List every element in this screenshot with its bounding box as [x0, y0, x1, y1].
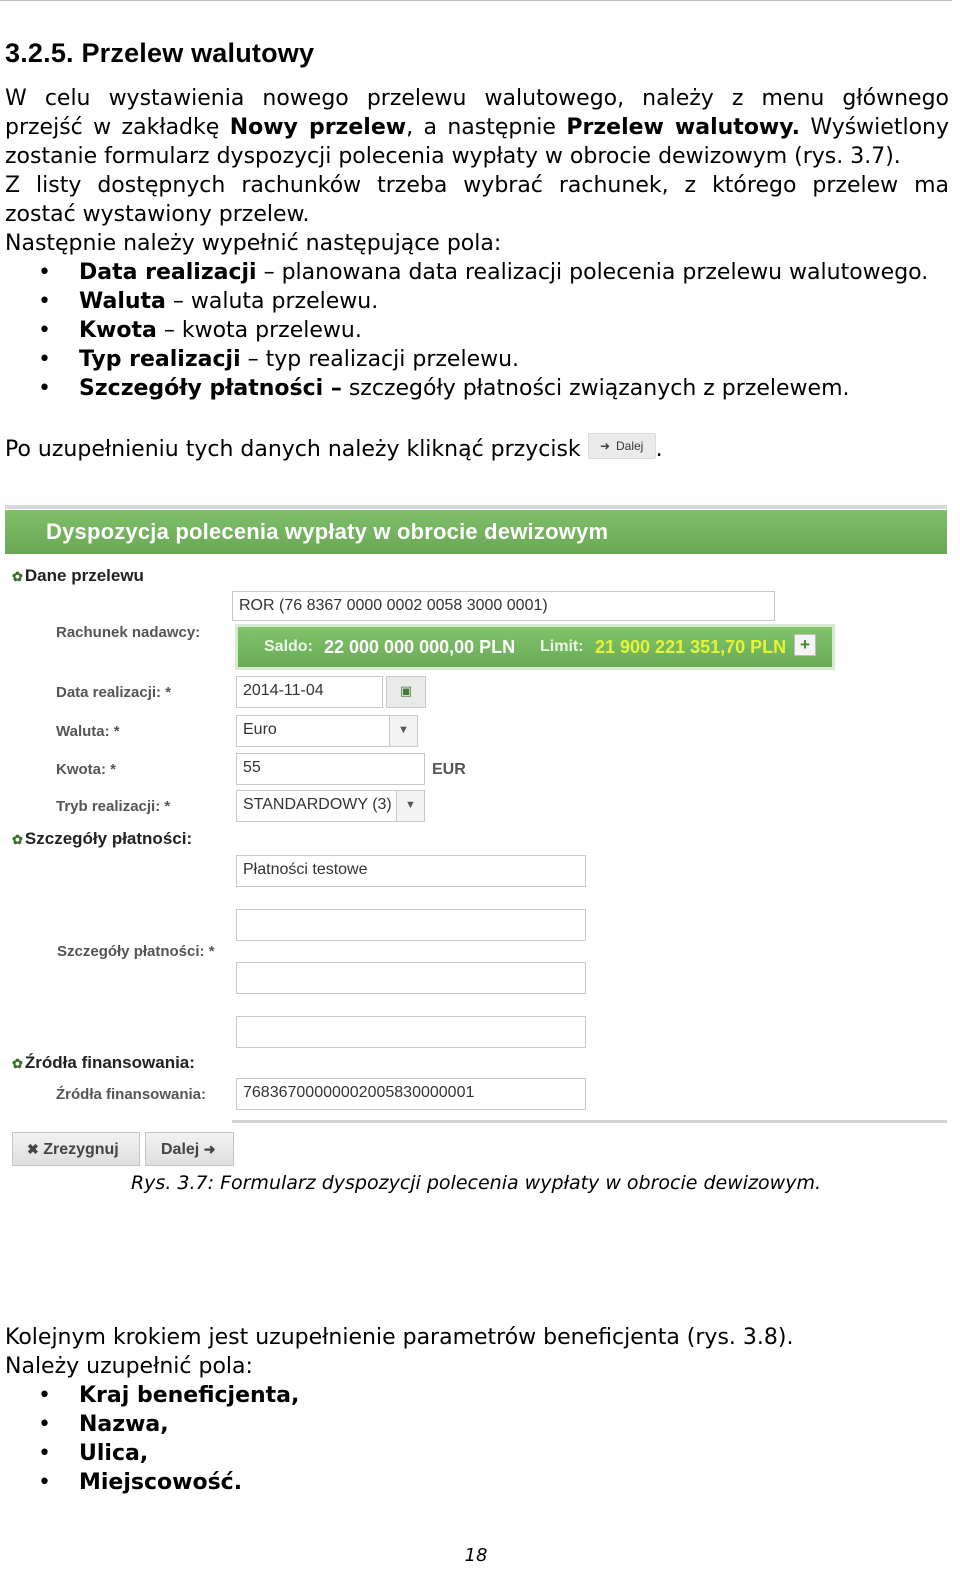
next-line-2: Należy uzupełnić pola:	[5, 1354, 253, 1379]
gear-icon: ✿	[12, 1056, 23, 1071]
section-transfer-data: ✿ Dane przelewu	[12, 566, 144, 585]
figure-caption: Rys. 3.7: Formularz dyspozycji polecenia wypłaty w obrocie dewizowym.	[130, 1172, 821, 1194]
funding-input[interactable]: 76836700000002005830000001	[236, 1078, 586, 1110]
account-label: Rachunek nadawcy:	[56, 624, 201, 641]
date-label: Data realizacji: *	[56, 684, 172, 701]
page-number: 18	[464, 1545, 488, 1566]
section-payment-details: ✿ Szczegóły płatności:	[12, 829, 193, 848]
chevron-down-icon: ▼	[389, 716, 417, 746]
details-line-4[interactable]	[236, 1016, 586, 1048]
arrow-right-icon: ➜	[203, 1141, 216, 1157]
mode-label: Tryb realizacji: *	[56, 798, 171, 815]
balance-bar: Saldo: 22 000 000 000,00 PLN Limit: 21 900 221 351,70 PLN +	[235, 624, 835, 670]
gear-icon: ✿	[12, 832, 23, 847]
amount-input[interactable]: 55	[236, 753, 425, 785]
form-header: Dyspozycja polecenia wypłaty w obrocie dewizowym	[5, 510, 947, 554]
dalej-button-inline: ➜ Dalej	[588, 433, 656, 459]
intro-line-2: przejść w zakładkę Nowy przelew, a następnie Przelew walutowy. Wyświetlony	[5, 115, 949, 140]
amount-currency: EUR	[432, 761, 466, 778]
intro-line-4: Z listy dostępnych rachunków trzeba wybrać rachunek, z którego przelew ma	[5, 173, 949, 198]
close-icon: ✖	[27, 1141, 39, 1157]
currency-select[interactable]: Euro ▼	[236, 715, 418, 747]
details-label: Szczegóły płatności: *	[57, 943, 215, 960]
details-line-2[interactable]	[236, 909, 586, 941]
section-funding: ✿ Źródła finansowania:	[12, 1053, 195, 1072]
section-heading: 3.2.5. Przelew walutowy	[5, 38, 315, 68]
chevron-down-icon: ▼	[396, 791, 424, 821]
calendar-icon[interactable]: ▣	[386, 676, 426, 708]
arrow-right-icon: ➜	[599, 439, 610, 453]
next-button[interactable]: Dalej ➜	[145, 1132, 234, 1166]
plus-icon[interactable]: +	[794, 634, 816, 656]
amount-label: Kwota: *	[56, 761, 116, 778]
intro-line-6: Następnie należy wypełnić następujące pola:	[5, 231, 502, 256]
details-line-1[interactable]: Płatności testowe	[236, 855, 586, 887]
top-rule	[0, 0, 952, 1]
mode-select[interactable]: STANDARDOWY (3) ▼	[236, 790, 425, 822]
intro-line-1: W celu wystawienia nowego przelewu walutowego, należy z menu głównego	[5, 86, 949, 111]
after-instruction: Po uzupełnieniu tych danych należy kliknąć przycisk ➜ Dalej .	[5, 435, 949, 464]
divider	[232, 1120, 947, 1123]
details-line-3[interactable]	[236, 962, 586, 994]
intro-line-5: zostać wystawiony przelew.	[5, 202, 310, 227]
cancel-button[interactable]: ✖ Zrezygnuj	[12, 1132, 140, 1166]
intro-line-3: zostanie formularz dyspozycji polecenia wypłaty w obrocie dewizowym (rys. 3.7).	[5, 144, 901, 169]
next-line-1: Kolejnym krokiem jest uzupełnienie parametrów beneficjenta (rys. 3.8).	[5, 1325, 794, 1350]
form-screenshot	[5, 505, 947, 1170]
gear-icon: ✿	[12, 569, 23, 584]
funding-label: Źródła finansowania:	[56, 1086, 207, 1103]
currency-label: Waluta: *	[56, 723, 120, 740]
date-input[interactable]: 2014-11-04	[236, 676, 383, 708]
form-top-border	[5, 505, 947, 509]
account-select[interactable]: ROR (76 8367 0000 0002 0058 3000 0001)	[232, 591, 775, 621]
